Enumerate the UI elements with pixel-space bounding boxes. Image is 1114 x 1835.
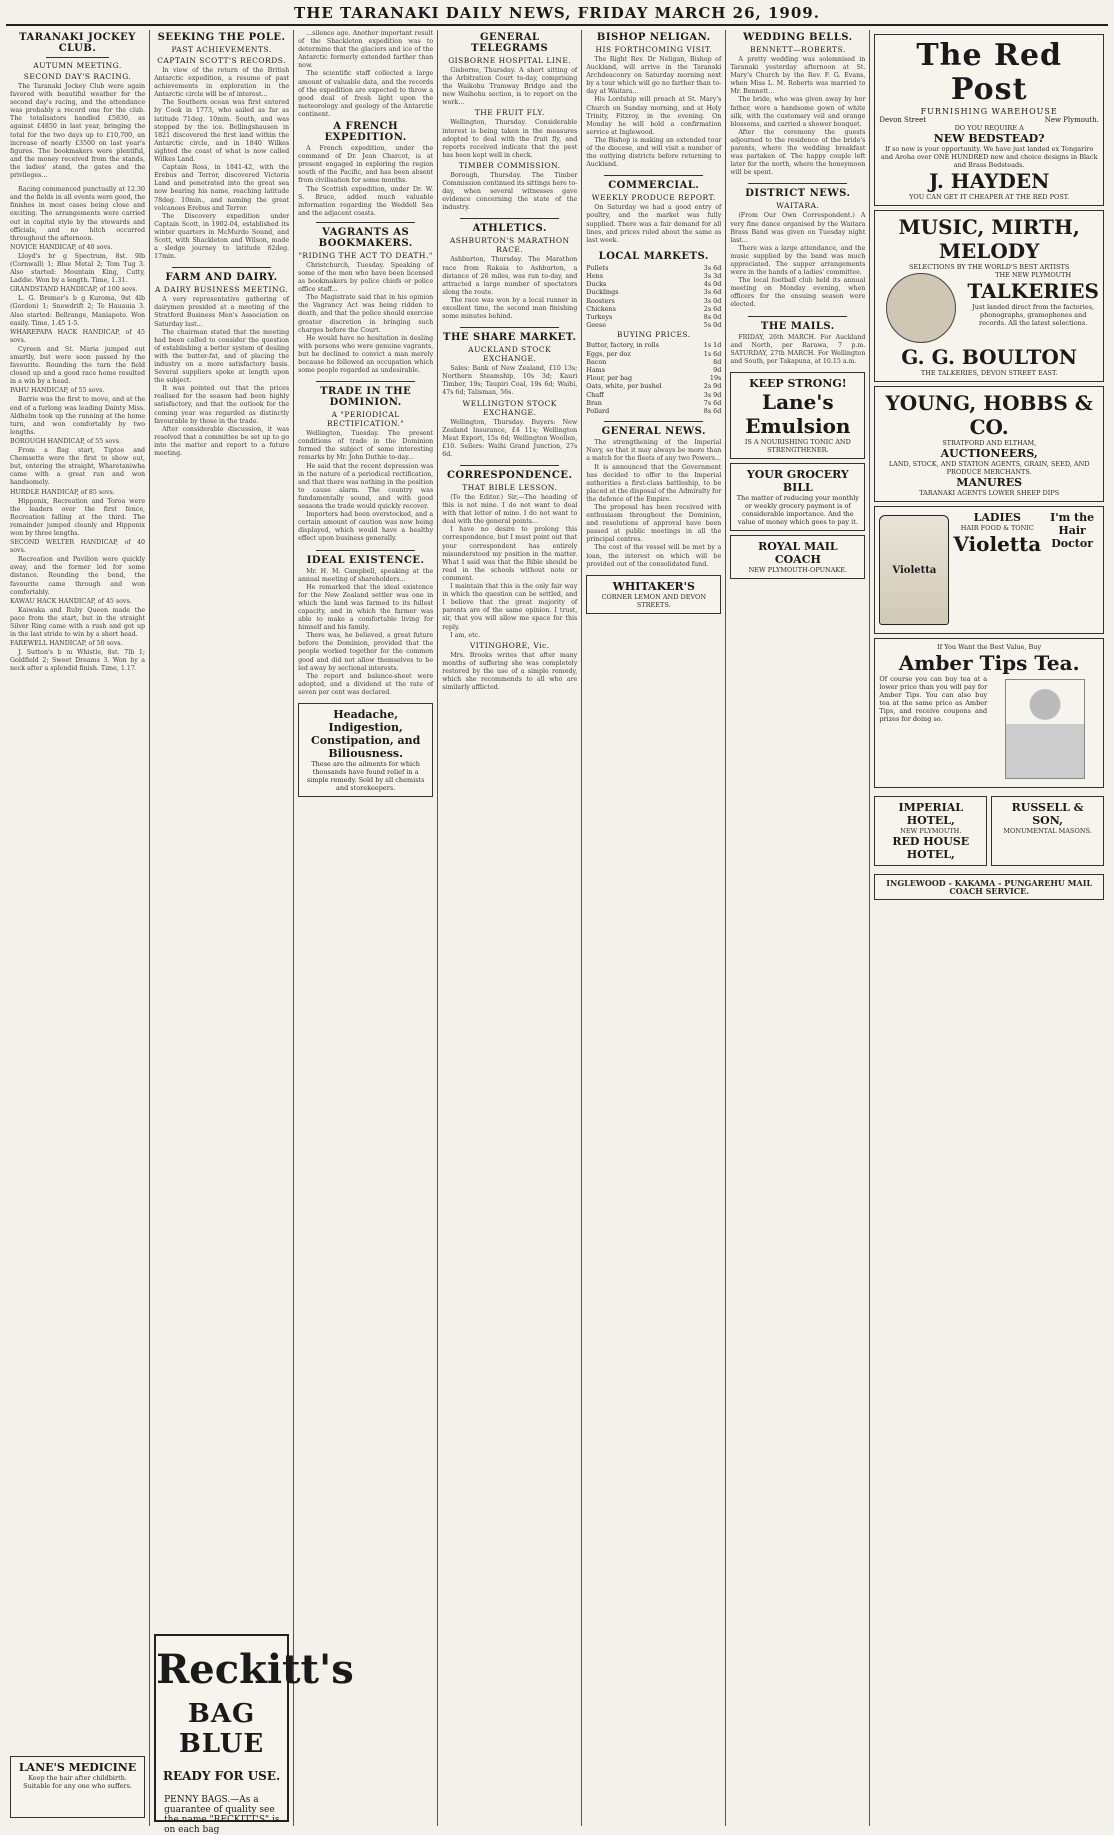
red-post-bed: NEW BEDSTEAD?	[933, 132, 1045, 145]
columns	[6, 30, 1108, 1835]
red-house-title: RED HOUSE HOTEL,	[892, 835, 970, 861]
whitakers-ad	[586, 575, 721, 614]
column-2: SEEKING THE POLE. PAST ACHIEVEMENTS. CAPTAIN SCOTT'S RECORDS. In view of the return of the British Antarctic expedition, a resume of past achievements in exploration in the Antarctic circle will be of interest... The Southern ocean was first entered by Cook in 1773, who sailed as far as latitude 71deg. 10min. South, and was stopped by the ice. Bellingshausen in 1821 discovered the first land within the Antarctic circle, and in 1840 Wilkes sighted the coast of what is now called Wilkes Land. Captain Ross, in 1841-42, with the Erebus and Terror, discovered Victoria Land and penetrated into the great sea now bearing his name, reaching latitude 78deg. 10min., and naming the great volcanoes Erebus and Terror. The Discovery expedition under Captain Scott, in 1902-04, established its winter quarters in McMurdo Sound, and Scott, with Shackleton and Wilson, made a sledge journey to latitude 82deg. 17min. FARM AND DAIRY. A DAIRY BUSINESS MEETING. A very representative gathering of dairymen presided at a meeting of the Stratford Business Men's Association on Saturday last... The chairman stated that the meeting had been called to consider the question of establishing a better system of dealing with the butter-fat, and of placing the industry on a more satisfactory basis. Several suppliers spoke at length upon the subject. It was pointed out that the prices realised for the season had been highly satisfactory, and that the outlook for the coming year was regarded as distinctly favourable by those in the trade. After considerable discussion, it was resolved that a committee be set up to go into the matter and report to a future meeting. Reckitt's BAG BLUE READY FOR USE. PENNY BAGS.—As a guarantee of quality see the name "RECKITT'S" is on each bag	[150, 30, 294, 1826]
column-1	[6, 30, 150, 1826]
vagrants-sub: "RIDING THE ACT TO DEATH."	[298, 250, 433, 260]
column-7-ads	[870, 30, 1108, 1826]
divider	[748, 183, 847, 184]
lanes-emulsion-ad	[730, 372, 865, 459]
table-row: Chaff 3s 9d	[586, 390, 722, 399]
russell-son-ad	[991, 796, 1104, 866]
district-body: (From Our Own Correspondent.) A very fine dance organised by the Waitara Brass Band was given on Tuesday night last...	[730, 212, 866, 244]
race-event: BOROUGH HANDICAP, of 55 sovs.	[10, 437, 122, 445]
district-sub: WAITARA.	[776, 201, 820, 211]
jockey-title: TARANAKI JOCKEY CLUB.	[19, 32, 136, 54]
lanes-emulsion-sub: IS A NOURISHING TONIC AND STRENGTHENER.	[744, 437, 851, 454]
amber-title: Amber Tips Tea.	[898, 651, 1080, 675]
table-row: Flour, per bag 19s	[586, 374, 722, 383]
table-row: Hams 9d	[586, 366, 722, 375]
gramophone-image	[886, 273, 956, 343]
divider	[316, 381, 415, 382]
hayden-tag: YOU CAN GET IT CHEAPER AT THE RED POST.	[909, 193, 1070, 201]
table-row: Pollard 8s 6d	[586, 407, 722, 416]
coach-sub: NEW PLYMOUTH-OPUNAKE.	[748, 565, 848, 574]
table-row: Roosters 3s 0d	[586, 296, 722, 305]
divider	[604, 421, 703, 422]
lady-illustration	[1005, 679, 1085, 779]
table-row: Hens 3s 3d	[586, 271, 722, 280]
imperial-sub: NEW PLYMOUTH.	[900, 827, 962, 835]
divider	[172, 267, 271, 268]
local-markets-title: LOCAL MARKETS.	[598, 250, 709, 262]
red-post-q: DO YOU REQUIRE A	[954, 124, 1024, 132]
general-title: GENERAL NEWS.	[601, 426, 706, 438]
divider	[748, 316, 847, 317]
red-post-ad	[874, 34, 1104, 206]
telegrams-title: GENERAL TELEGRAMS	[471, 32, 549, 54]
hair-food: HAIR FOOD & TONIC	[960, 524, 1034, 532]
table-row: Geese 5s 0d	[586, 321, 722, 330]
column-3: ...silence age. Another important result of the Shackleton expedition was to determine that the glaciers and ice of the Antarctic formerly extended farther than now. The scientific staff collected a large amount of valuable data, and the records of the expedition are expected to throw a good deal of fresh light upon the meteorology and geology of the Antarctic continent. A FRENCH EXPEDITION. A French expedition, under the command of Dr. Jean Charcot, is at present engaged in exploring the region south of the Pacific, and has been absent from civilisation for some months. The Scottish expedition, under Dr. W. S. Bruce, added much valuable information regarding the Weddell Sea and the adjacent coasts. VAGRANTS AS BOOKMAKERS. "RIDING THE ACT TO DEATH." Christchurch, Tuesday. Speaking of some of the men who have been licensed as bookmakers by police chiefs or police office staff... The Magistrate said that in his opinion the Vagrancy Act was being ridden to death, and that the police should exercise greater discretion in bringing such charges before the Court. He would have no hesitation in dealing with persons who were genuine vagrants, but he declined to convict a man merely because he followed an occupation which some people regarded as undesirable. TRADE IN THE DOMINION. A "PERIODICAL RECTIFICATION." Wellington, Tuesday. The present conditions of trade in the Dominion formed the subject of some interesting remarks by Mr. John Duthie to-day... He said that the recent depression was in the nature of a periodical rectification, and that there was nothing in the position to cause alarm. The country was fundamentally sound, and with good seasons the trade would quickly recover. Importers had been overstocked, and a certain amount of caution was now being displayed, which would have a healthy effect upon business generally. IDEAL EXISTENCE. Mr. H. M. Campbell, speaking at the annual meeting of shareholders... He remarked that the ideal existence for the New Zealand settler was one in which the land was farmed to its fullest capacity, and in which the farmer was able to make a comfortable living for himself and his family. There was, he believed, a great future before the Dominion, provided that the people worked together for the common good and did not allow themselves to be led away by sectional interests. The report and balance-sheet were adopted, and a dividend at the rate of seven per cent was declared. Headache, Indigestion, Constipation, and Biliousness. These are the ailments for which thousands have found relief in a simple remedy. Sold by all chemists and storekeepers.	[294, 30, 438, 1826]
young-title: YOUNG, HOBBS & CO.	[885, 391, 1093, 439]
lanes-medicine-ad: LANE'S MEDICINE Keep the hair after childbirth. Suitable for any one who suffers.	[10, 1756, 145, 1818]
headache-ad: Headache, Indigestion, Constipation, and Biliousness. These are the ailments for which thousands have found relief in a simple remedy. Sold by all chemists and storekeepers.	[298, 703, 433, 797]
young-agents: TARANAKI AGENTS LOWER SHEEP DIPS	[919, 489, 1060, 497]
bishop-body: The Right Rev. Dr Neligan, Bishop of Auckland, will arrive in the Taranaki Archdeaconry on Saturday morning next by a tour which will go no farther than to-day at Waitara...	[586, 56, 722, 96]
column-5: BISHOP NELIGAN. HIS FORTHCOMING VISIT. The Right Rev. Dr Neligan, Bishop of Auckland, will arrive in the Taranaki Archdeaconry on Saturday morning next by a tour which will go no farther than to-day at Waitara... His Lordship will preach at St. Mary's Church on Sunday morning, and at Holy Trinity, Fitzroy, in the evening. On Monday he will hold a confirmation service at Inglewood. The Bishop is making an extended tour of the diocese, and will visit a number of the outlying districts before returning to Auckland. COMMERCIAL. WEEKLY PRODUCE REPORT. On Saturday we had a good entry of poultry, and the market was fully supplied. There was a fair demand for all lines, and prices ruled about the same as last week. LOCAL MARKETS. Pullets 3s 6d Hens 3s 3d Ducks 4s 0d Ducklings 3s 6d Roosters 3s 0d Chickens 2s 6d Turkeys 8s 0d Geese 5s 0d BUYING PRICES. Butter, factory, in rolls 1s 1d Eggs, per doz 1s 6d Bacon 8d Hams 9d Flour, per bag 19s Oats, white, per bushel 2s 9d Chaff 3s 9d Bran 7s 6d Pollard 8s 6d GENERAL NEWS. The strengthening of the Imperial Navy, so that it may always be more than a match for the fleets of any two Powers... It is announced that the Government has decided to offer to the Imperial authorities a first-class battleship, to be placed at the disposal of the Admiralty for the defence of the Empire. The proposal has been received with enthusiasm throughout the Dominion, and resolutions of approval have been passed at public meetings in all the principal centres. The cost of the vessel will be met by a loan, the interest on which will be provided out of the consolidated fund. WHITAKER'S CORNER LEMON AND DEVON STREETS.	[582, 30, 726, 1826]
young-hobbs-ad	[874, 386, 1104, 502]
telegrams-body: Gisborne, Thursday. A short sitting of the Arbitration Court to-day, comprising the Waikohu Tramway Bridge and the new Waihohu section, is to report on the work...	[442, 67, 578, 107]
grocery-ad	[730, 463, 865, 531]
jockey-body: The Taranaki Jockey Club were again favored with beautiful weather for the second day's racing, and the attendance was probably a record one for the club. The totalisators handled £5830, as against £4850 in last year, bringing the total for the two days up to £10,700, an increase of nearly £3500 on last year's figures. The bookmakers were plentiful, and the money received from the stands, the ladies' stand, the gates and the privileges...	[10, 83, 146, 180]
farm-body: A very representative gathering of dairymen presided at a meeting of the Stratford Business Men's Association on Saturday last...	[154, 296, 290, 328]
divider	[316, 222, 415, 223]
buying-label: BUYING PRICES.	[616, 330, 691, 340]
farm-title: FARM AND DAIRY.	[165, 272, 278, 284]
share-sub: AUCKLAND STOCK EXCHANGE.	[468, 345, 552, 364]
bishop-sub: HIS FORTHCOMING VISIT.	[595, 45, 713, 54]
red-post-title: The Red Post	[916, 38, 1063, 107]
talkeries-title: TALKERIES	[967, 279, 1099, 303]
jockey-sub1: AUTUMN MEETING.	[33, 61, 122, 70]
red-post-addr-right: New Plymouth.	[1044, 116, 1099, 124]
coach-ad	[730, 535, 865, 579]
bishop-title: BISHOP NELIGAN.	[596, 32, 711, 43]
table-row: Chickens 2s 6d	[586, 304, 722, 313]
race-events: Racing commenced punctually at 12.30 and the fields in all events were good, the finishes in most cases being close and exciting. The arrangements were carried out in capital style by the stewards and officials, and no hitch occurred throughout the afternoon. NOVICE HANDICAP, of 40 sovs. Lloyd's br g Spectrum, 8st. 9lb (Cornwall) 1; Blue Metal 2; Tom Tug 3. Also started: Mountain King, Cutty, Laddie. Won by a length. Time, 1.31. GRANDSTAND HANDICAP, of 100 sovs. L. G. Bremer's b g Kuroma, 9st 4lb (Gordon) 1; Snowdrift 2; Te Hauauia 3. Also started: Bellrange, Maniapoto. Won easily. Time, 1.45 1-5. WHAREPAPA HACK HANDICAP, of 45 sovs. Cyreen and St. Maria jumped out smartly, but were soon passed by the favourite. Rounding the turn the field closed up and a good race home resulted in a win by a head. PAHU HANDICAP, of 55 sovs. Barrie was the first to move, and at the end of a furlong was leading Dainty Miss. Aldhelm took up the running at the home turn, and won comfortably by two lengths. BOROUGH HANDICAP, of 55 sovs. From a flag start, Tiptoe and Chemsette were the first to show out, but, entering the straight, Wharetaniwha came with a great run and won handsomely. HURDLE HANDICAP, of 85 sovs. Hipponix, Recreation and Toroa were the leaders over the first fence, Recreation falling at the third. The remainder jumped cleanly and Hipponix won by three lengths. SECOND WELTER HANDICAP, of 40 sovs. Recreation and Pavilion were quickly away, and the former led for some distance. Rounding the bend, the favourite came through and won comfortably. KAWAU HACK HANDICAP, of 45 sovs. Kaiwaka and Ruby Queen made the pace from the start, but in the straight Silver Ring came with a rush and got up in the last stride to win by a short head. FAREWELL HANDICAP, of 50 sovs. J. Sutton's b m Whistle, 8st. 7lb 1; Goldfield 2; Sweet Dreams 3. Won by a neck after a splendid finish. Time, 1.17.	[10, 186, 146, 673]
table-row: Bran 7s 6d	[586, 398, 722, 407]
imperial-title: IMPERIAL HOTEL,	[898, 801, 964, 827]
table-row: Ducks 4s 0d	[586, 280, 722, 289]
athletics-sub: ASHBURTON'S MARATHON RACE.	[449, 236, 570, 255]
imperial-hotel-ad	[874, 796, 987, 866]
general-body: The strengthening of the Imperial Navy, so that it may always be more than a match for the fleets of any two Powers...	[586, 439, 722, 463]
athletics-title: ATHLETICS.	[472, 223, 547, 235]
divider	[460, 465, 559, 466]
hair-doctor-title: I'm the Hair Doctor	[1050, 511, 1095, 550]
column-6: WEDDING BELLS. BENNETT—ROBERTS. A pretty wedding was solemnised in Taranaki yesterday afternoon at St. Mary's Church by the Rev. F. G. Evans, when Miss L. M. Roberts was married to Mr. Bennett... The bride, who was given away by her father, wore a handsome gown of white silk, with the customary veil and orange blossoms, and carried a shower bouquet. After the ceremony the guests adjourned to the residence of the bride's parents, where the wedding breakfast was partaken of. The happy couple left later for the north, where the honeymoon will be spent. DISTRICT NEWS. WAITARA. (From Our Own Correspondent.) A very fine dance organised by the Waitara Brass Band was given on Tuesday night last... There was a large attendance, and the music supplied by the band was much appreciated. The supper arrangements were in the hands of a ladies' committee. The local football club held its annual meeting on Monday evening, when officers for the ensuing season were elected. THE MAILS. FRIDAY, 26th MARCH. For Auckland and North, per Rarawa, 7 p.m. SATURDAY, 27th MARCH. For Wellington and South, per Takapuna, at 10.15 a.m. KEEP STRONG! Lane's Emulsion IS A NOURISHING TONIC AND STRENGTHENER. YOUR GROCERY BILL The matter of reducing your monthly or weekly grocery payment is of considerable importance. And the value of money which goes to pay it. ROYAL MAIL COACH NEW PLYMOUTH-OPUNAKE.	[726, 30, 870, 1826]
race-event: SECOND WELTER HANDICAP, of 40 sovs.	[10, 539, 146, 555]
whitakers-title: WHITAKER'S	[612, 579, 695, 593]
grocery-body: The matter of reducing your monthly or weekly grocery payment is of considerable importance. And the value of money which goes to pay it.	[736, 493, 859, 526]
amber-body: Of course you can buy tea at a lower price than you will pay for Amber Tips. You can also buy tea at the same price as Amber Tips, and receive coupons and prizes for doing so.	[879, 675, 988, 723]
whitakers-sub: CORNER LEMON AND DEVON STREETS.	[601, 592, 707, 609]
amber-top: If You Want the Best Value, Buy	[937, 643, 1042, 651]
reckitts-ready: READY FOR USE.	[163, 1769, 281, 1783]
young-role: AUCTIONEERS,	[940, 447, 1038, 460]
race-event: FAREWELL HANDICAP, of 50 sovs.	[10, 640, 123, 648]
divider	[460, 218, 559, 219]
race-event: GRANDSTAND HANDICAP, of 100 sovs.	[10, 286, 138, 294]
table-row: Ducklings 3s 6d	[586, 288, 722, 297]
vitality-line: VITINGHORE, Vic.	[469, 640, 550, 650]
table-row: Oats, white, per bushel 2s 9d	[586, 382, 722, 391]
divider	[316, 550, 415, 551]
red-post-body: If so now is your opportunity. We have just landed ex Tongariro and Aroha over ONE HUNDRED new and choice designs in Black and Brass Bedsteads.	[880, 145, 1098, 169]
trade-sub: A "PERIODICAL RECTIFICATION."	[327, 410, 405, 429]
lanes-emulsion-title: Lane's Emulsion	[745, 389, 851, 438]
fruit-fly: THE FRUIT FLY.	[474, 108, 545, 118]
talkeries-ad: MUSIC, MIRTH, MELODY SELECTIONS BY THE WORLD'S BEST ARTISTS THE NEW PLYMOUTH TALKERIES Just landed direct from the factories, phonographs, gramophones and records. All the latest selections. G. G. BOULTON THE TALKERIES, DEVON STREET EAST.	[874, 210, 1104, 382]
farm-sub: A DAIRY BUSINESS MEETING.	[154, 285, 289, 295]
divider	[604, 175, 703, 176]
wedding-title: WEDDING BELLS.	[743, 32, 853, 43]
race-event: PAHU HANDICAP, of 55 sovs.	[10, 387, 105, 395]
wedding-sub: BENNETT—ROBERTS.	[749, 45, 846, 54]
reckitts-name: Reckitt's	[156, 1646, 354, 1693]
column-4: GENERAL TELEGRAMS GISBORNE HOSPITAL LINE. Gisborne, Thursday. A short sitting of the Arbitration Court to-day, comprising the Waikohu Tramway Bridge and the new Waihohu section, is to report on the work... THE FRUIT FLY. Wellington, Thursday. Considerable interest is being taken in the measures adopted to deal with the fruit fly, and reports received indicate that the pest has been kept well in check. TIMBER COMMISSION. Borough, Thursday. The Timber Commission continued its sittings here to-day, when several witnesses gave evidence concerning the state of the industry. ATHLETICS. ASHBURTON'S MARATHON RACE. Ashburton, Thursday. The Marathon race from Rakaia to Ashburton, a distance of 26 miles, was run to-day, and attracted a large number of spectators along the route. The race was won by a local runner in excellent time, the second man finishing some minutes behind. THE SHARE MARKET. AUCKLAND STOCK EXCHANGE. Sales: Bank of New Zealand, £10 13s; Northern Steamship, 10s 3d; Kauri Timber, 19s; Taupiri Coal, 19s 6d; Waihi, 47s 6d; Talisman, 56s. WELLINGTON STOCK EXCHANGE. Wellington, Thursday. Buyers: New Zealand Insurance, £4 11s; Wellington Meat Export, 15s 6d; Wellington Woollen, £10. Sellers: Waihi Grand Junction, 27s 6d. CORRESPONDENCE. THAT BIBLE LESSON. (To the Editor.) Sir,—The heading of this is not mine. I do not want to deal with that letter of mine. I do not want to deal with the general points... I have no desire to prolong this correspondence, but I must point out that your correspondent has entirely misunderstood my position in the matter. What I said was that the Bible should be read in the schools without note or comment. I maintain that this is the only fair way in which the question can be settled, and I believe that the great majority of parents are of the same opinion. I trust, sir, that you will allow me space for this reply. I am, etc. VITINGHORE, Vic. Mrs. Brooks writes that after many months of suffering she was completely restored by the use of a simple remedy, which she recommends to all who are similarly afflicted.	[438, 30, 582, 1826]
music-sub: SELECTIONS BY THE WORLD'S BEST ARTISTS	[909, 263, 1070, 271]
share-title: THE SHARE MARKET.	[443, 332, 577, 344]
pole-sub2: CAPTAIN SCOTT'S RECORDS.	[157, 56, 286, 65]
race-event: WHAREPAPA HACK HANDICAP, of 45 sovs.	[10, 328, 146, 344]
boulton-sub: THE TALKERIES, DEVON STREET EAST.	[920, 369, 1058, 377]
keep-strong: KEEP STRONG!	[749, 376, 847, 390]
hair-doctor-ad	[874, 506, 1104, 634]
divider	[46, 57, 109, 58]
pole-heading: A FRENCH EXPEDITION.	[324, 121, 407, 144]
boulton-name: G. G. BOULTON	[901, 345, 1078, 369]
lanes-medicine-title: LANE'S MEDICINE	[18, 1761, 137, 1774]
corr-sub: THAT BIBLE LESSON.	[462, 483, 558, 492]
hayden-name: J. HAYDEN	[928, 169, 1050, 193]
divider	[460, 327, 559, 328]
jockey-sub2: SECOND DAY'S RACING.	[23, 72, 132, 81]
commercial-title: COMMERCIAL.	[608, 180, 700, 192]
grocery-title: YOUR GROCERY BILL	[746, 467, 849, 494]
pole-title: SEEKING THE POLE.	[157, 32, 286, 43]
headache-title: Headache, Indigestion, Constipation, and Biliousness.	[310, 708, 421, 760]
timber-commission: TIMBER COMMISSION.	[458, 160, 561, 170]
mails-body: FRIDAY, 26th MARCH. For Auckland and North, per Rarawa, 7 p.m. SATURDAY, 27th MARCH. For Wellington and South, per Takapuna, at 10.15 a.m.	[730, 333, 866, 365]
hair-product: Violetta	[953, 532, 1042, 556]
russell-sub: MONUMENTAL MASONS.	[1003, 827, 1092, 835]
mails-title: THE MAILS.	[760, 320, 835, 332]
pole-body: In view of the return of the British Antarctic expedition, a resume of past achievements in exploration in the Antarctic circle will be of interest...	[154, 67, 290, 99]
coach-service-ad	[874, 874, 1104, 900]
coach-service-title: INGLEWOOD - KAKAMA - PUNGAREHU MAIL COACH SERVICE.	[886, 878, 1093, 896]
col3-body-top: ...silence age. Another important result of the Shackleton expedition was to determine that the glaciers and ice of the Antarctic formerly extended farther than now.	[298, 30, 434, 70]
music-title: MUSIC, MIRTH, MELODY	[898, 215, 1080, 263]
table-row: Turkeys 8s 0d	[586, 313, 722, 321]
district-title: DISTRICT NEWS.	[745, 188, 851, 200]
talkeries-pre: THE NEW PLYMOUTH	[995, 271, 1072, 279]
young-sub: STRATFORD AND ELTHAM,	[942, 439, 1037, 447]
corr-title: CORRESPONDENCE.	[446, 470, 573, 481]
reckitts-ad	[154, 1634, 354, 1835]
violetta-bottle: Violetta	[879, 515, 949, 625]
corr-body: (To the Editor.) Sir,—The heading of this is not mine. I do not want to deal with that letter of mine. I do not want to deal with the general points...	[442, 494, 578, 526]
ideal-title: IDEAL EXISTENCE.	[306, 554, 425, 566]
wedding-body: A pretty wedding was solemnised in Taranaki yesterday afternoon at St. Mary's Church by the Rev. F. G. Evans, when Miss L. M. Roberts was married to Mr. Bennett...	[730, 56, 866, 96]
share-sub2: WELLINGTON STOCK EXCHANGE.	[462, 398, 557, 417]
coach-title: ROYAL MAIL COACH	[758, 539, 838, 566]
pole-sub: PAST ACHIEVEMENTS.	[171, 45, 272, 54]
hair-ladies: LADIES	[973, 511, 1021, 524]
vagrants-title: VAGRANTS AS BOOKMAKERS.	[318, 226, 413, 249]
retail-table	[586, 341, 721, 415]
red-post-sub: FURNISHING WAREHOUSE	[920, 107, 1058, 116]
race-event: KAWAU HACK HANDICAP, of 45 sovs.	[10, 597, 132, 605]
trade-title: TRADE IN THE DOMINION.	[320, 386, 412, 409]
table-row: Bacon 8d	[586, 357, 722, 366]
red-post-addr-left: Devon Street	[879, 116, 927, 124]
reckitts-penny: PENNY BAGS.—As a guarantee of quality see the name "RECKITT'S" is on each bag	[164, 1795, 280, 1835]
vagrants-body: Christchurch, Tuesday. Speaking of some of the men who have been licensed as bookmakers by police chiefs or police office staff...	[298, 261, 434, 294]
ideal-body: Mr. H. M. Campbell, speaking at the annual meeting of shareholders...	[298, 567, 434, 583]
race-event: HURDLE HANDICAP, of 85 sovs.	[10, 488, 115, 496]
table-row: Eggs, per doz 1s 6d	[586, 349, 722, 358]
amber-tips-ad	[874, 638, 1104, 788]
table-row: Pullets 3s 6d	[586, 263, 722, 272]
masthead: THE TARANAKI DAILY NEWS, FRIDAY MARCH 26, 1909.	[6, 4, 1108, 26]
russell-title: RUSSELL & SON,	[1011, 801, 1084, 827]
market-table	[586, 264, 721, 330]
reckitts-bag: BAG BLUE	[178, 1699, 265, 1759]
commercial-sub: WEEKLY PRODUCE REPORT.	[591, 193, 716, 203]
table-row: Butter, factory, in rolls 1s 1d	[586, 341, 722, 350]
young-line: LAND, STOCK, AND STATION AGENTS, GRAIN, SEED, AND PRODUCE MERCHANTS.	[888, 460, 1090, 476]
race-event: NOVICE HANDICAP, of 40 sovs.	[10, 243, 113, 251]
telegrams-sub: GISBORNE HOSPITAL LINE.	[448, 56, 572, 65]
young-manures: MANURES	[956, 476, 1023, 489]
trade-body: Wellington, Tuesday. The present conditions of trade in the Dominion formed the subject of some interesting remarks by Mr. John Duthie to-day...	[298, 430, 434, 462]
